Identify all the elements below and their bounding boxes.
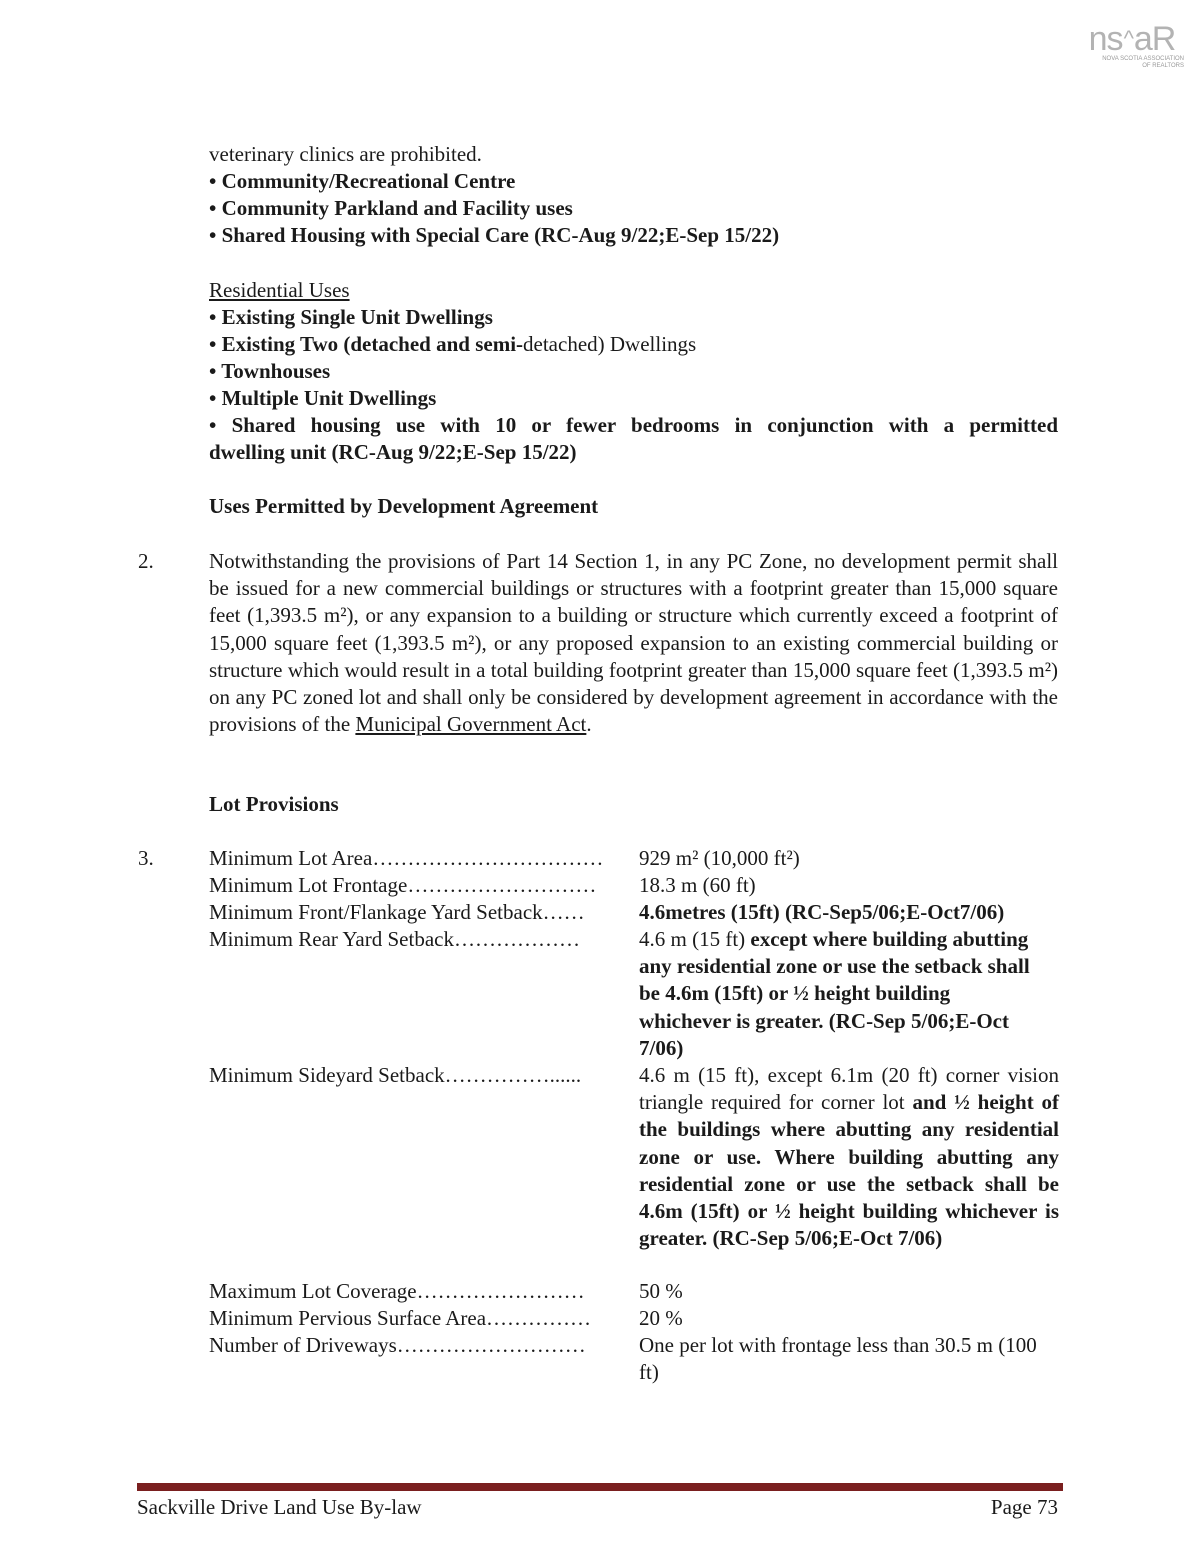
provision-value — [639, 1062, 1059, 1252]
section-number: 2. — [138, 549, 154, 573]
logo-word-left: ns — [1088, 20, 1123, 58]
list-item: • Existing Single Unit Dwellings — [209, 305, 493, 329]
value-plain: 4.6 m (15 ft), except 6.1m (20 ft) corner vision triangle required for corner lot — [639, 1063, 1059, 1115]
list-item: • Multiple Unit Dwellings — [209, 386, 437, 410]
list-item: • Shared Housing with Special Care (RC-Aug 9/22;E-Sep 15/22) — [209, 223, 780, 247]
list-item: • Community/Recreational Centre — [209, 169, 516, 193]
lot-provisions-heading: Lot Provisions — [209, 792, 339, 816]
development-agreement-heading: Uses Permitted by Development Agreement — [209, 494, 599, 518]
provision-label: Number of Driveways……………………… — [209, 1333, 586, 1357]
provision-value: 929 m² (10,000 ft²) — [639, 846, 800, 870]
page-number: Page 73 — [990, 1495, 1058, 1519]
provision-value: 20 % — [639, 1306, 683, 1330]
two-unit-plain: detached) Dwellings — [523, 332, 697, 356]
provision-label: Minimum Lot Frontage……………………… — [209, 873, 597, 897]
provision-value: One per lot with frontage less than 30.5 m (100 ft) — [639, 1333, 1037, 1385]
logo-word-right: aR — [1133, 20, 1176, 58]
two-unit-bold: • Existing Two (detached and semi- — [209, 332, 524, 356]
list-item: • Townhouses — [209, 359, 331, 383]
paragraph-end: . — [586, 712, 592, 737]
list-item — [209, 331, 696, 358]
section-number: 3. — [138, 846, 154, 870]
provision-label: Minimum Sideyard Setback……………...... — [209, 1063, 582, 1087]
logo-subtitle-1: NOVA SCOTIA ASSOCIATION — [1102, 56, 1184, 62]
provision-value — [639, 926, 1039, 1062]
footer-title: Sackville Drive Land Use By-law — [137, 1495, 422, 1519]
continuation-text: veterinary clinics are prohibited. — [209, 142, 482, 166]
provision-label: Minimum Pervious Surface Area…………… — [209, 1306, 592, 1330]
footer-divider — [137, 1483, 1063, 1491]
provision-value: 50 % — [639, 1279, 683, 1303]
list-item: • Community Parkland and Facility uses — [209, 196, 573, 220]
provision-label: Minimum Lot Area…………………………… — [209, 846, 604, 870]
value-bold: and ½ height of the buildings where abutting any residential zone or use. Where building abutting any residential zone or use the setback shall be 4.6m (15ft) or ½ height building whichever is greater. (RC-Sep 5/06;E-Oct 7/06) — [639, 1090, 1059, 1251]
residential-uses-heading: Residential Uses — [209, 278, 350, 302]
provision-value: 18.3 m (60 ft) — [639, 873, 756, 897]
house-roof-icon: ^ — [1123, 26, 1133, 51]
logo-subtitle-2: OF REALTORS — [1142, 63, 1184, 69]
list-item: dwelling unit (RC-Aug 9/22;E-Sep 15/22) — [209, 440, 577, 464]
paragraph-text: Notwithstanding the provisions of Part 14 Section 1, in any PC Zone, no development permit shall be issued for a new commercial buildings or structures with a footprint greater than 15,000 square feet (1,393.5 m²), or any expansion to a building or structure which currently exceed a footprint of 15,000 square feet (1,393.5 m²), or any proposed expansion to an existing commercial building or structure which would result in a total building footprint greater than 15,000 square feet (1,393.5 m²) on any PC zoned lot and shall only be considered by development agreement in accordance with the provisions of the — [209, 549, 1058, 737]
logo-wordmark — [1076, 22, 1188, 56]
act-name: Municipal Government Act — [355, 712, 587, 737]
provision-label: Minimum Front/Flankage Yard Setback…… — [209, 900, 585, 924]
provision-value: 4.6metres (15ft) (RC-Sep5/06;E-Oct7/06) — [639, 900, 1005, 924]
list-item: • Shared housing use with 10 or fewer bedrooms in conjunction with a permitted — [209, 413, 1058, 437]
development-agreement-paragraph — [209, 548, 1058, 738]
nsar-logo — [1076, 22, 1188, 70]
provision-label: Maximum Lot Coverage…………………… — [209, 1279, 585, 1303]
value-plain: 4.6 m (15 ft) — [639, 927, 751, 951]
provision-label: Minimum Rear Yard Setback……………… — [209, 927, 580, 951]
value-bold: except where building abutting any residential zone or use the setback shall be 4.6m (15ft) or ½ height building whichever is greater. (RC-Sep 5/06;E-Oct 7/06) — [639, 927, 1030, 1060]
